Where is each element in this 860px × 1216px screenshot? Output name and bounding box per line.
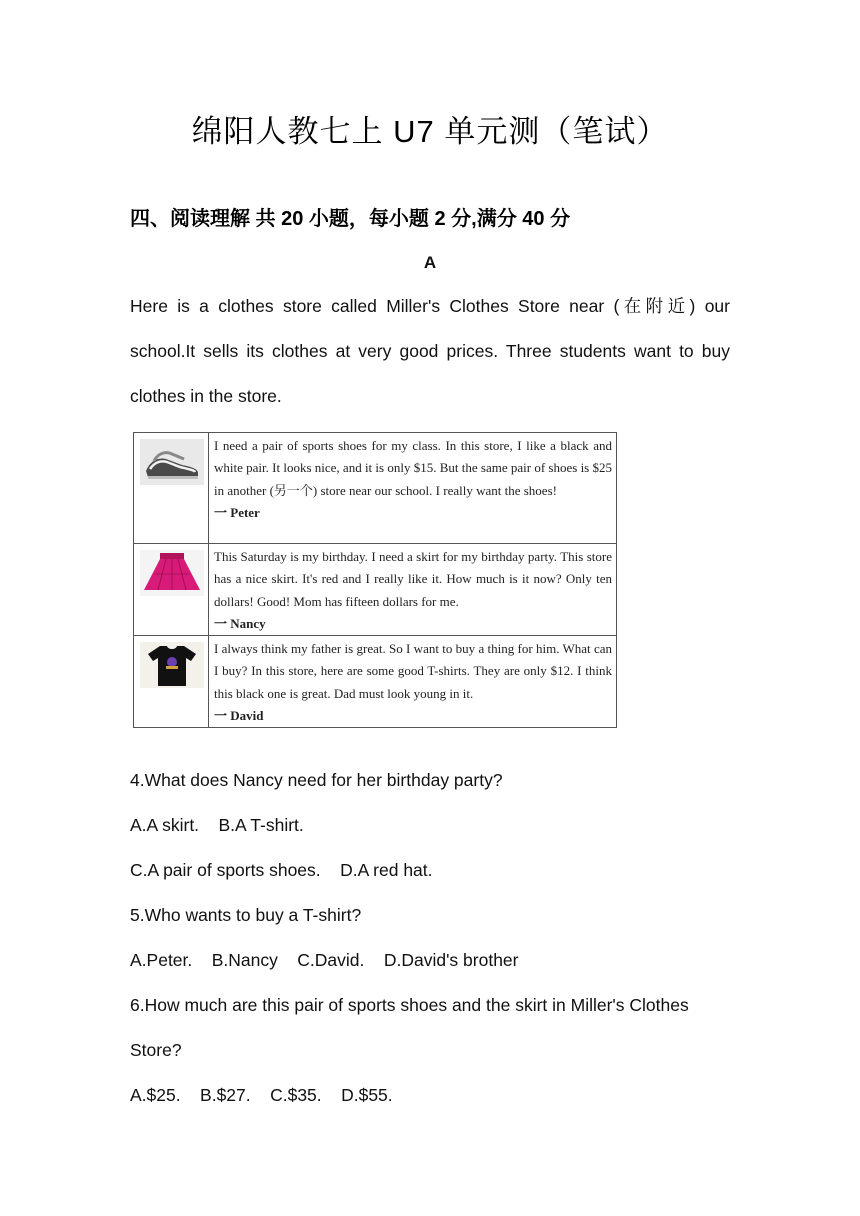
question-stem: 4.What does Nancy need for her birthday party? [130, 770, 503, 790]
story-cell [209, 636, 617, 728]
story-signature: 一 Nancy [214, 615, 266, 631]
story-signature: 一 David [214, 708, 264, 724]
story-text: This Saturday is my birthday. I need a skirt for my birthday party. This store has a nice skirt. It's red and I really like it. How much is it now? Only ten dollars! Good! Mom has fifteen dollars for me. [214, 549, 612, 609]
story-cell [209, 544, 617, 636]
skirt-icon [140, 550, 204, 596]
image-cell [134, 544, 209, 636]
story-cell [209, 433, 617, 544]
table-row [134, 636, 617, 728]
passage-text [130, 284, 730, 419]
section-heading: 四、阅读理解 共 20 小题，每小题 2 分,满分 40 分 [130, 208, 571, 230]
image-cell [134, 636, 209, 728]
stories-table [133, 432, 617, 728]
t-shirt-icon [140, 642, 204, 688]
question-options: A.$25. B.$27. C.$35. D.$55. [130, 1085, 393, 1105]
page-title: 绵阳人教七上 U7 单元测（笔试） [191, 114, 669, 149]
story-text: I always think my father is great. So I want to buy a thing for him. What can I buy? In this store, here are some good T-shirts. They are only $12. I think this black one is great. Dad must look young in it. [214, 641, 612, 701]
table-row [134, 544, 617, 636]
stories-table-container [130, 426, 620, 730]
story-text: I need a pair of sports shoes for my class. In this store, I like a black and white pair. It looks nice, and it is only $15. But the same pair of shoes is $25 in another (另一个) store near our school. I really want the shoes! [214, 438, 612, 498]
question-options: A.A skirt. B.A T-shirt. [130, 815, 304, 835]
passage-label: A [423, 253, 437, 272]
table-row [134, 433, 617, 544]
story-signature: 一 Peter [214, 504, 260, 520]
question-options: A.Peter. B.Nancy C.David. D.David's brother [130, 950, 519, 970]
passage-paragraph: Here is a clothes store called Miller's Clothes Store near (在附近) our school.It sells its clothes at very good prices. Three students want to buy clothes in the store. [130, 296, 730, 406]
image-cell [134, 433, 209, 544]
question-stem: 5.Who wants to buy a T-shirt? [130, 905, 362, 925]
sports-shoes-icon [140, 439, 204, 485]
question-options: C.A pair of sports shoes. D.A red hat. [130, 860, 433, 880]
question-stem: 6.How much are this pair of sports shoes and the skirt in Miller's Clothes Store? [130, 995, 689, 1060]
